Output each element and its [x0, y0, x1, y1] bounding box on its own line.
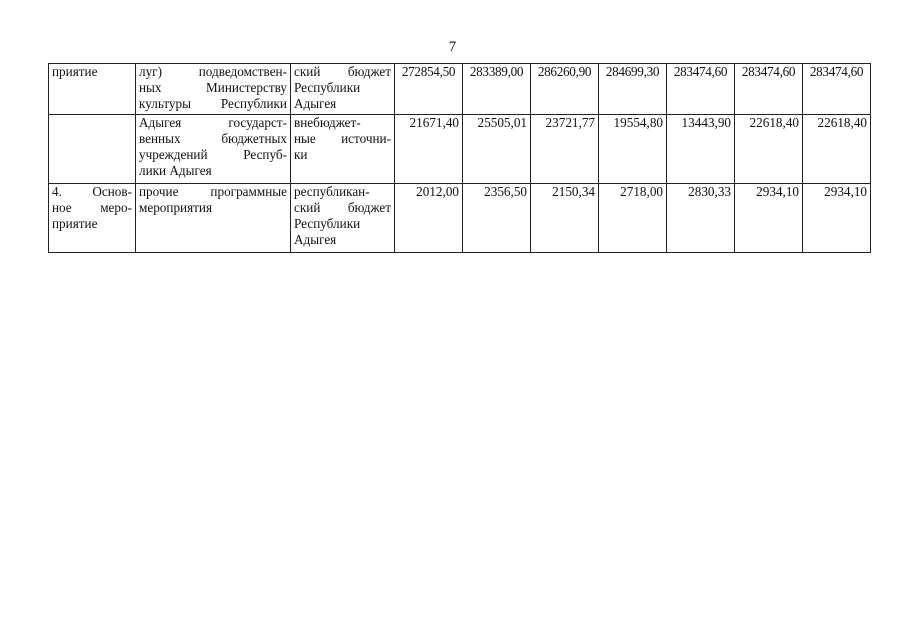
value-cell: 21671,40	[395, 115, 463, 184]
event-description-cell	[136, 115, 291, 184]
value-cell: 25505,01	[463, 115, 531, 184]
event-name-cell	[49, 64, 136, 115]
value-cell: 22618,40	[803, 115, 871, 184]
cell-line: Республики	[294, 216, 361, 231]
value-cell: 2830,33	[667, 184, 735, 253]
cell-line: луг) подведомствен-	[139, 64, 287, 79]
funding-source-cell	[291, 64, 395, 115]
cell-line: 4. Основ-	[52, 184, 132, 199]
value-cell: 283474,60	[803, 64, 871, 115]
cell-line: учреждений Респуб-	[139, 147, 287, 162]
value-cell: 286260,90	[531, 64, 599, 115]
event-name-cell	[49, 115, 136, 184]
value-cell: 2934,10	[803, 184, 871, 253]
cell-line: ки	[294, 147, 308, 162]
cell-line: Адыгея	[294, 96, 337, 111]
value-cell: 2356,50	[463, 184, 531, 253]
cell-line: ные источни-	[294, 131, 391, 146]
budget-table	[48, 63, 871, 253]
event-description-cell	[136, 64, 291, 115]
cell-line: Адыгея	[294, 232, 337, 247]
cell-line: Адыгея государст-	[139, 115, 287, 130]
value-cell: 283474,60	[667, 64, 735, 115]
cell-line: ский бюджет	[294, 200, 391, 215]
value-cell: 2934,10	[735, 184, 803, 253]
value-cell: 23721,77	[531, 115, 599, 184]
value-cell: 22618,40	[735, 115, 803, 184]
table-row	[49, 64, 871, 115]
value-cell: 19554,80	[599, 115, 667, 184]
cell-line: внебюджет-	[294, 115, 361, 130]
value-cell: 272854,50	[395, 64, 463, 115]
event-name-cell	[49, 184, 136, 253]
cell-line: приятие	[52, 64, 98, 79]
value-cell: 2150,34	[531, 184, 599, 253]
cell-line: республикан-	[294, 184, 370, 199]
cell-line: приятие	[52, 216, 98, 231]
value-cell: 284699,30	[599, 64, 667, 115]
table-row	[49, 115, 871, 184]
cell-line: лики Адыгея	[139, 163, 212, 178]
value-cell: 283389,00	[463, 64, 531, 115]
cell-line: венных бюджетных	[139, 131, 287, 146]
page-number: 7	[448, 39, 457, 55]
cell-line: прочие программные	[139, 184, 287, 199]
funding-source-cell	[291, 184, 395, 253]
event-description-cell	[136, 184, 291, 253]
cell-line: ное меро-	[52, 200, 132, 215]
value-cell: 2718,00	[599, 184, 667, 253]
value-cell: 283474,60	[735, 64, 803, 115]
funding-source-cell	[291, 115, 395, 184]
cell-line: ных Министерству	[139, 80, 287, 95]
cell-line: Республики	[294, 80, 361, 95]
value-cell: 13443,90	[667, 115, 735, 184]
table-row	[49, 184, 871, 253]
cell-line: культуры Республики	[139, 96, 287, 111]
cell-line: ский бюджет	[294, 64, 391, 79]
value-cell: 2012,00	[395, 184, 463, 253]
cell-line: мероприятия	[139, 200, 213, 215]
